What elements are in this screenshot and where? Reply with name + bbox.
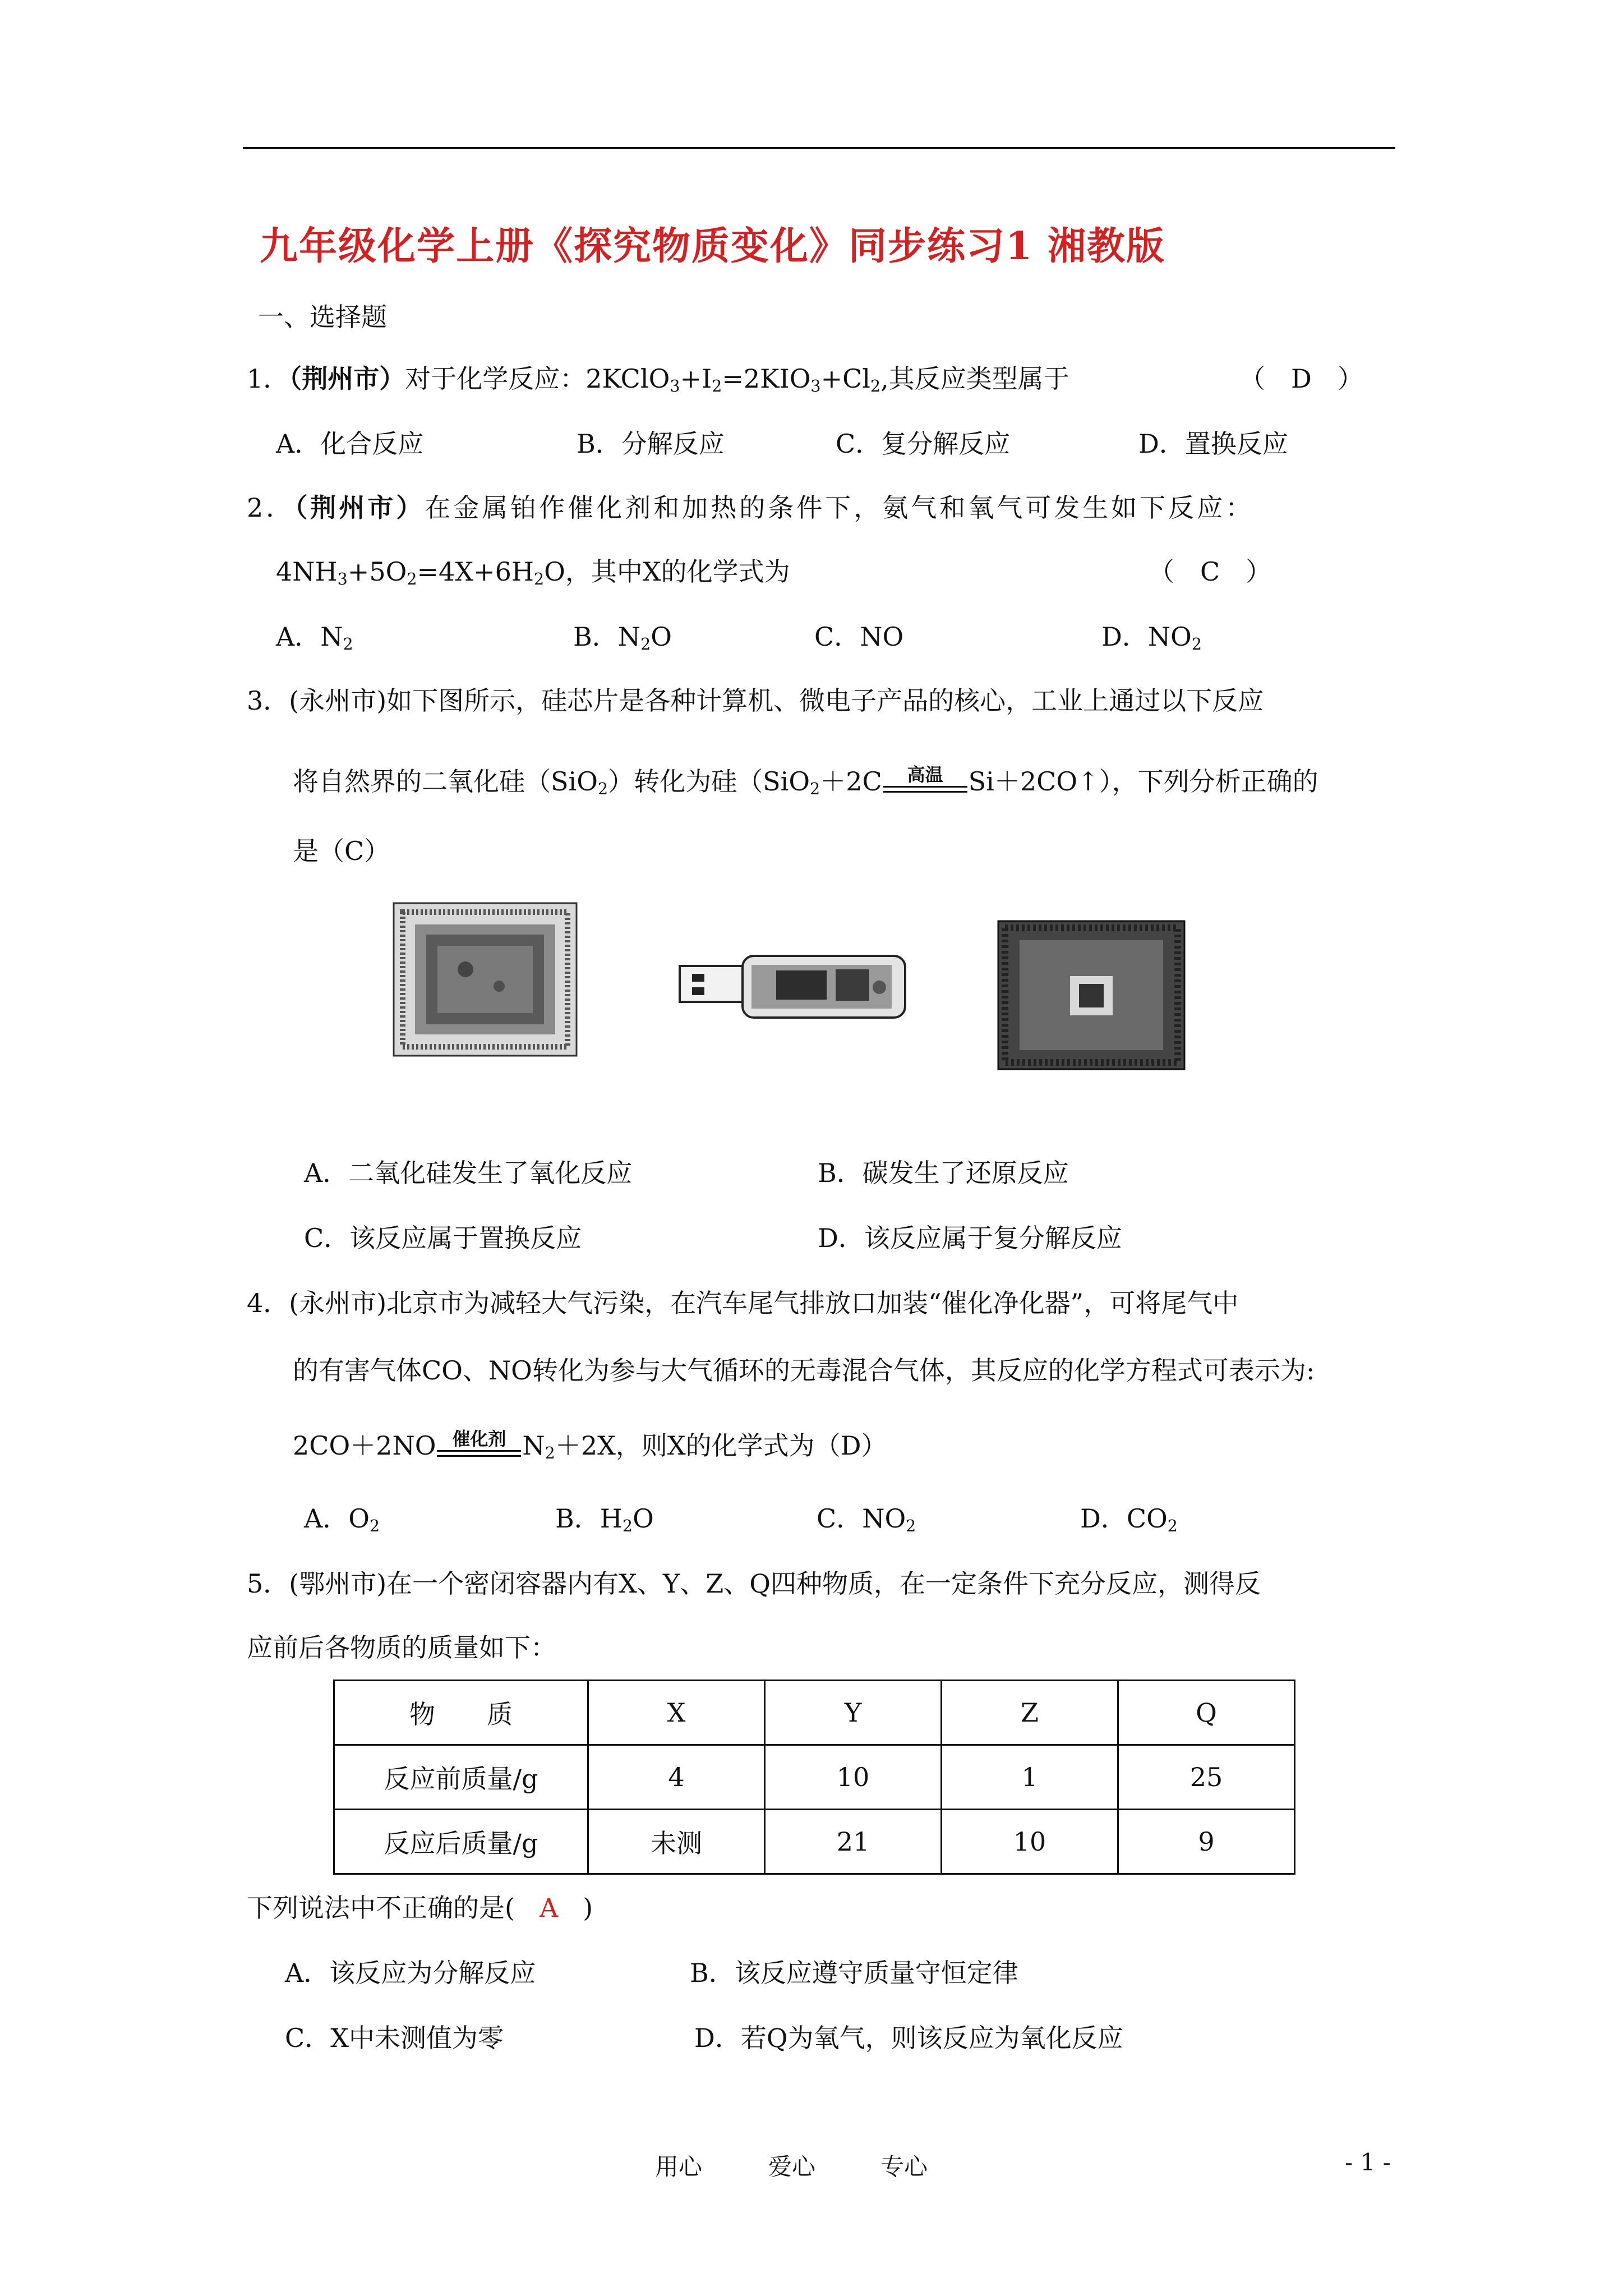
usb-drive-image <box>677 948 907 1024</box>
q2-option-b: B．$N_2O$ <box>573 622 672 654</box>
table-cell: 21 <box>765 1810 942 1874</box>
page-title: 九年级化学上册《探究物质变化》同步练习1 湘教版 <box>260 224 1165 269</box>
chip-package-image <box>997 920 1186 1070</box>
question-4-equation: 2CO＋2NO 催化剂 $N_2+2X$，则X的化学式为（D） <box>293 1428 887 1463</box>
question-5-prompt: 下列说法中不正确的是( A ) <box>247 1893 593 1923</box>
footer-middle: 爱心 <box>768 2153 816 2180</box>
question-3-line-3: 是（C） <box>293 836 390 866</box>
table-cell: 25 <box>1118 1745 1295 1810</box>
q2-option-a: A．$N_2$ <box>276 622 353 654</box>
question-4-line-2: 的有害气体CO、NO转化为参与大气循环的无毒混合气体，其反应的化学方程式可表示为: <box>293 1355 1315 1386</box>
section-heading: 一、选择题 <box>258 302 387 332</box>
question-5-answer: A <box>539 1893 559 1923</box>
reaction-condition-catalyst: 催化剂 <box>437 1430 521 1457</box>
table-header-cell: Q <box>1118 1681 1295 1745</box>
footer-left: 用心 <box>655 2153 703 2180</box>
footer-right: 专心 <box>880 2153 928 2180</box>
mass-table <box>333 1680 1295 1875</box>
question-2: 2．（荆州市）在金属铂作催化剂和加热的条件下，氨气和氧气可发生如下反应： <box>247 493 1255 523</box>
question-2-equation: $4NH_3+5O_2=4X+6H_2O$，其中X的化学式为 <box>276 556 790 589</box>
q2-option-d: D．$NO_2$ <box>1101 622 1202 654</box>
q4-option-c: C．$NO_2$ <box>817 1503 916 1536</box>
table-header-cell: Z <box>942 1681 1118 1745</box>
question-5-line-2: 应前后各物质的质量如下： <box>247 1632 556 1663</box>
q4-option-b: B．$H_2O$ <box>555 1503 654 1536</box>
question-5: 5．(鄂州市)在一个密闭容器内有X、Y、Z、Q四种物质，在一定条件下充分反应，测得反 <box>247 1568 1261 1599</box>
q4-option-d: D．$CO_2$ <box>1080 1503 1178 1536</box>
question-4: 4．(永州市)北京市为减轻大气污染，在汽车尾气排放口加装“催化净化器”，可将尾气中 <box>247 1288 1239 1318</box>
q3-option-a: A．二氧化硅发生了氧化反应 <box>304 1158 633 1188</box>
cpu-chip-image <box>393 902 578 1057</box>
question-3-equation: 将自然界的二氧化硅（SiO$_2$）转化为硅（SiO$_2$＋2C 高温 Si＋2CO↑），下列分析正确的 <box>293 764 1318 799</box>
table-cell: 未测 <box>588 1810 765 1874</box>
table-cell: 9 <box>1118 1810 1295 1874</box>
table-row <box>334 1681 1295 1745</box>
q5-option-c: C．X中未测值为零 <box>285 2023 504 2053</box>
q1-option-b: B．分解反应 <box>577 429 725 459</box>
reaction-condition-high-temp: 高温 <box>883 766 967 793</box>
question-2-answer: （ C ） <box>1149 556 1272 587</box>
table-cell: 4 <box>588 1745 765 1810</box>
table-cell: 反应后质量/g <box>334 1810 588 1874</box>
table-header-cell: Y <box>765 1681 942 1745</box>
page-number: - 1 - <box>1345 2148 1391 2176</box>
table-cell: 1 <box>942 1745 1118 1810</box>
question-3: 3．(永州市)如下图所示，硅芯片是各种计算机、微电子产品的核心，工业上通过以下反应 <box>247 685 1264 716</box>
q5-option-d: D．若Q为氧气，则该反应为氧化反应 <box>694 2023 1123 2053</box>
table-row <box>334 1745 1295 1810</box>
q1-option-a: A．化合反应 <box>276 429 424 459</box>
q3-option-b: B．碳发生了还原反应 <box>818 1158 1069 1188</box>
q2-option-c: C．NO <box>814 622 904 652</box>
table-cell: 反应前质量/g <box>334 1745 588 1810</box>
q5-option-a: A．该反应为分解反应 <box>285 1958 536 1988</box>
header-rule <box>243 147 1395 149</box>
q3-option-d: D．该反应属于复分解反应 <box>818 1223 1122 1253</box>
q4-option-a: A．$O_2$ <box>304 1503 380 1536</box>
table-row <box>334 1810 1295 1874</box>
table-header-cell: 物 质 <box>334 1681 588 1745</box>
q5-option-b: B．该反应遵守质量守恒定律 <box>690 1958 1018 1988</box>
q3-option-c: C．该反应属于置换反应 <box>304 1223 582 1253</box>
table-header-cell: X <box>588 1681 765 1745</box>
q1-option-c: C．复分解反应 <box>836 429 1011 459</box>
question-1: 1．（荆州市）对于化学反应：$2KClO_3+I_2=2KIO_3+Cl_2$,其反应类型属于 <box>247 364 1069 396</box>
question-1-answer: （ D ） <box>1239 364 1363 394</box>
table-cell: 10 <box>765 1745 942 1810</box>
table-cell: 10 <box>942 1810 1118 1874</box>
q1-option-d: D．置换反应 <box>1138 429 1288 459</box>
